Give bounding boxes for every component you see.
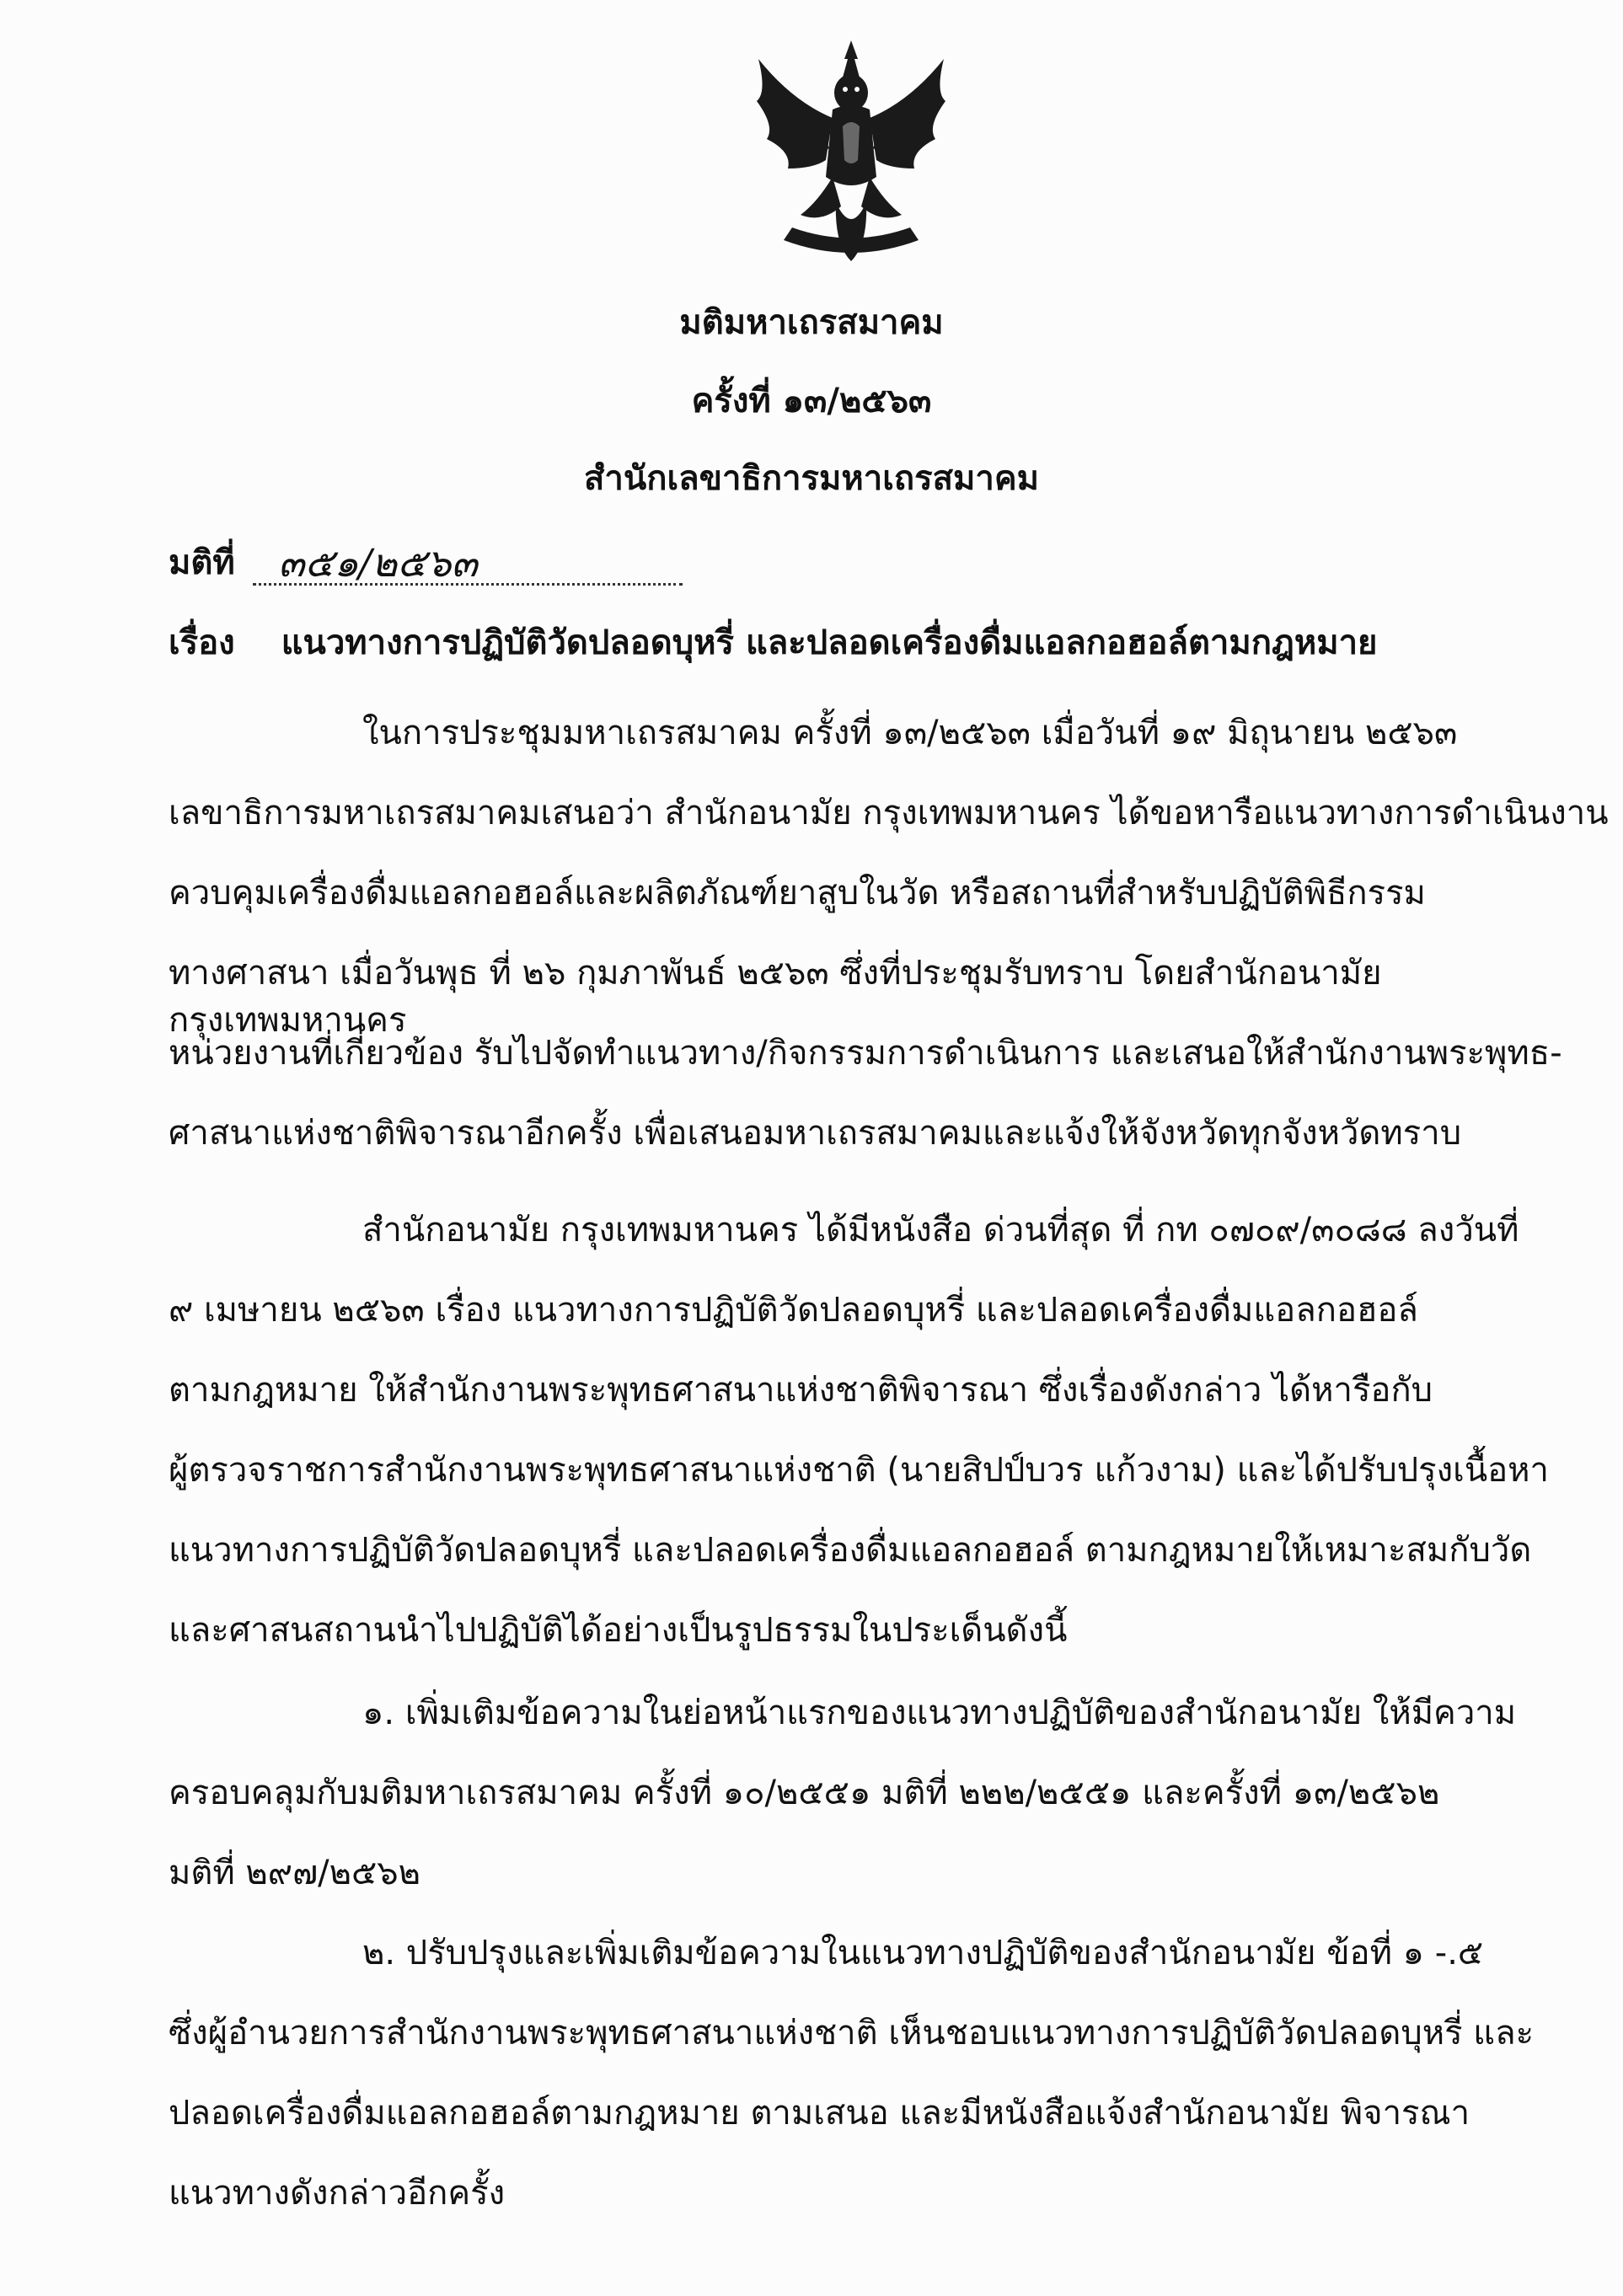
subject-label: เรื่อง bbox=[169, 624, 235, 662]
subject-title: แนวทางการปฏิบัติวัดปลอดบุหรี่ และปลอดเครื่องดื่มแอลกอฮอล์ตามกฎหมาย bbox=[281, 624, 1378, 662]
paragraph-line: ครอบคลุมกับมติมหาเถรสมาคม ครั้งที่ ๑๐/๒๕๕๑ มติที่ ๒๒๒/๒๕๕๑ และครั้งที่ ๑๓/๒๕๖๒ bbox=[169, 1774, 1440, 1812]
garuda-emblem-icon bbox=[742, 34, 961, 286]
paragraph-line: ทางศาสนา เมื่อวันพุธ ที่ ๒๖ กุมภาพันธ์ ๒๕๖๓ ซึ่งที่ประชุมรับทราบ โดยสำนักอนามัย กรุงเทพมหานคร bbox=[169, 954, 1382, 1040]
resolution-number-value: ๓๕๑/๒๕๖๓ bbox=[253, 539, 683, 586]
paragraph-line: ๑. เพิ่มเติมข้อความในย่อหน้าแรกของแนวทางปฏิบัติของสำนักอนามัย ให้มีความ bbox=[362, 1694, 1517, 1732]
paragraph-line: ๙ เมษายน ๒๕๖๓ เรื่อง แนวทางการปฏิบัติวัดปลอดบุหรี่ และปลอดเครื่องดื่มแอลกอฮอล์ bbox=[169, 1291, 1418, 1330]
paragraph-line: ผู้ตรวจราชการสำนักงานพระพุทธศาสนาแห่งชาติ (นายสิปป์บวร แก้วงาม) และได้ปรับปรุงเนื้อหา bbox=[169, 1451, 1550, 1490]
session-number: ครั้งที่ ๑๓/๒๕๖๓ bbox=[691, 382, 932, 420]
paragraph-line: ควบคุมเครื่องดื่มแอลกอฮอล์และผลิตภัณฑ์ยาสูบในวัด หรือสถานที่สำหรับปฏิบัติพิธีกรรม bbox=[169, 874, 1426, 913]
paragraph-line: ๒. ปรับปรุงและเพิ่มเติมข้อความในแนวทางปฏิบัติของสำนักอนามัย ข้อที่ ๑ -.๕ bbox=[362, 1934, 1484, 1972]
paragraph-line: แนวทางดังกล่าวอีกครั้ง bbox=[169, 2174, 506, 2213]
paragraph-line: มติที่ ๒๙๗/๒๕๖๒ bbox=[169, 1854, 421, 1892]
issuing-office: สำนักเลขาธิการมหาเถรสมาคม bbox=[584, 459, 1039, 498]
paragraph-line: ตามกฎหมาย ให้สำนักงานพระพุทธศาสนาแห่งชาติพิจารณา ซึ่งเรื่องดังกล่าว ได้หารือกับ bbox=[169, 1371, 1433, 1410]
document-title: มติมหาเถรสมาคม bbox=[679, 303, 944, 342]
paragraph-line: ศาสนาแห่งชาติพิจารณาอีกครั้ง เพื่อเสนอมหาเถรสมาคมและแจ้งให้จังหวัดทุกจังหวัดทราบ bbox=[169, 1114, 1462, 1153]
paragraph-line: และศาสนสถานนำไปปฏิบัติได้อย่างเป็นรูปธรรมในประเด็นดังนี้ bbox=[169, 1611, 1068, 1650]
paragraph-line: สำนักอนามัย กรุงเทพมหานคร ได้มีหนังสือ ด่วนที่สุด ที่ กท ๐๗๐๙/๓๐๘๘ ลงวันที่ bbox=[362, 1211, 1519, 1250]
paragraph-line: ในการประชุมมหาเถรสมาคม ครั้งที่ ๑๓/๒๕๖๓ เมื่อวันที่ ๑๙ มิถุนายน ๒๕๖๓ bbox=[362, 714, 1458, 752]
paragraph-line: เลขาธิการมหาเถรสมาคมเสนอว่า สำนักอนามัย กรุงเทพมหานคร ได้ขอหารือแนวทางการดำเนินงาน bbox=[169, 794, 1609, 832]
paragraph-line: ซึ่งผู้อำนวยการสำนักงานพระพุทธศาสนาแห่งชาติ เห็นชอบแนวทางการปฏิบัติวัดปลอดบุหรี่ และ bbox=[169, 2014, 1535, 2052]
paragraph-line: ปลอดเครื่องดื่มแอลกอฮอล์ตามกฎหมาย ตามเสนอ และมีหนังสือแจ้งสำนักอนามัย พิจารณา bbox=[169, 2094, 1470, 2133]
paragraph-line: หน่วยงานที่เกี่ยวข้อง รับไปจัดทำแนวทาง/กิจกรรมการดำเนินการ และเสนอให้สำนักงานพระพุทธ- bbox=[169, 1034, 1562, 1073]
resolution-number-label: มติที่ bbox=[169, 543, 235, 582]
subject-row bbox=[169, 619, 1377, 666]
paragraph-line: แนวทางการปฏิบัติวัดปลอดบุหรี่ และปลอดเครื่องดื่มแอลกอฮอล์ ตามกฎหมายให้เหมาะสมกับวัด bbox=[169, 1531, 1532, 1570]
